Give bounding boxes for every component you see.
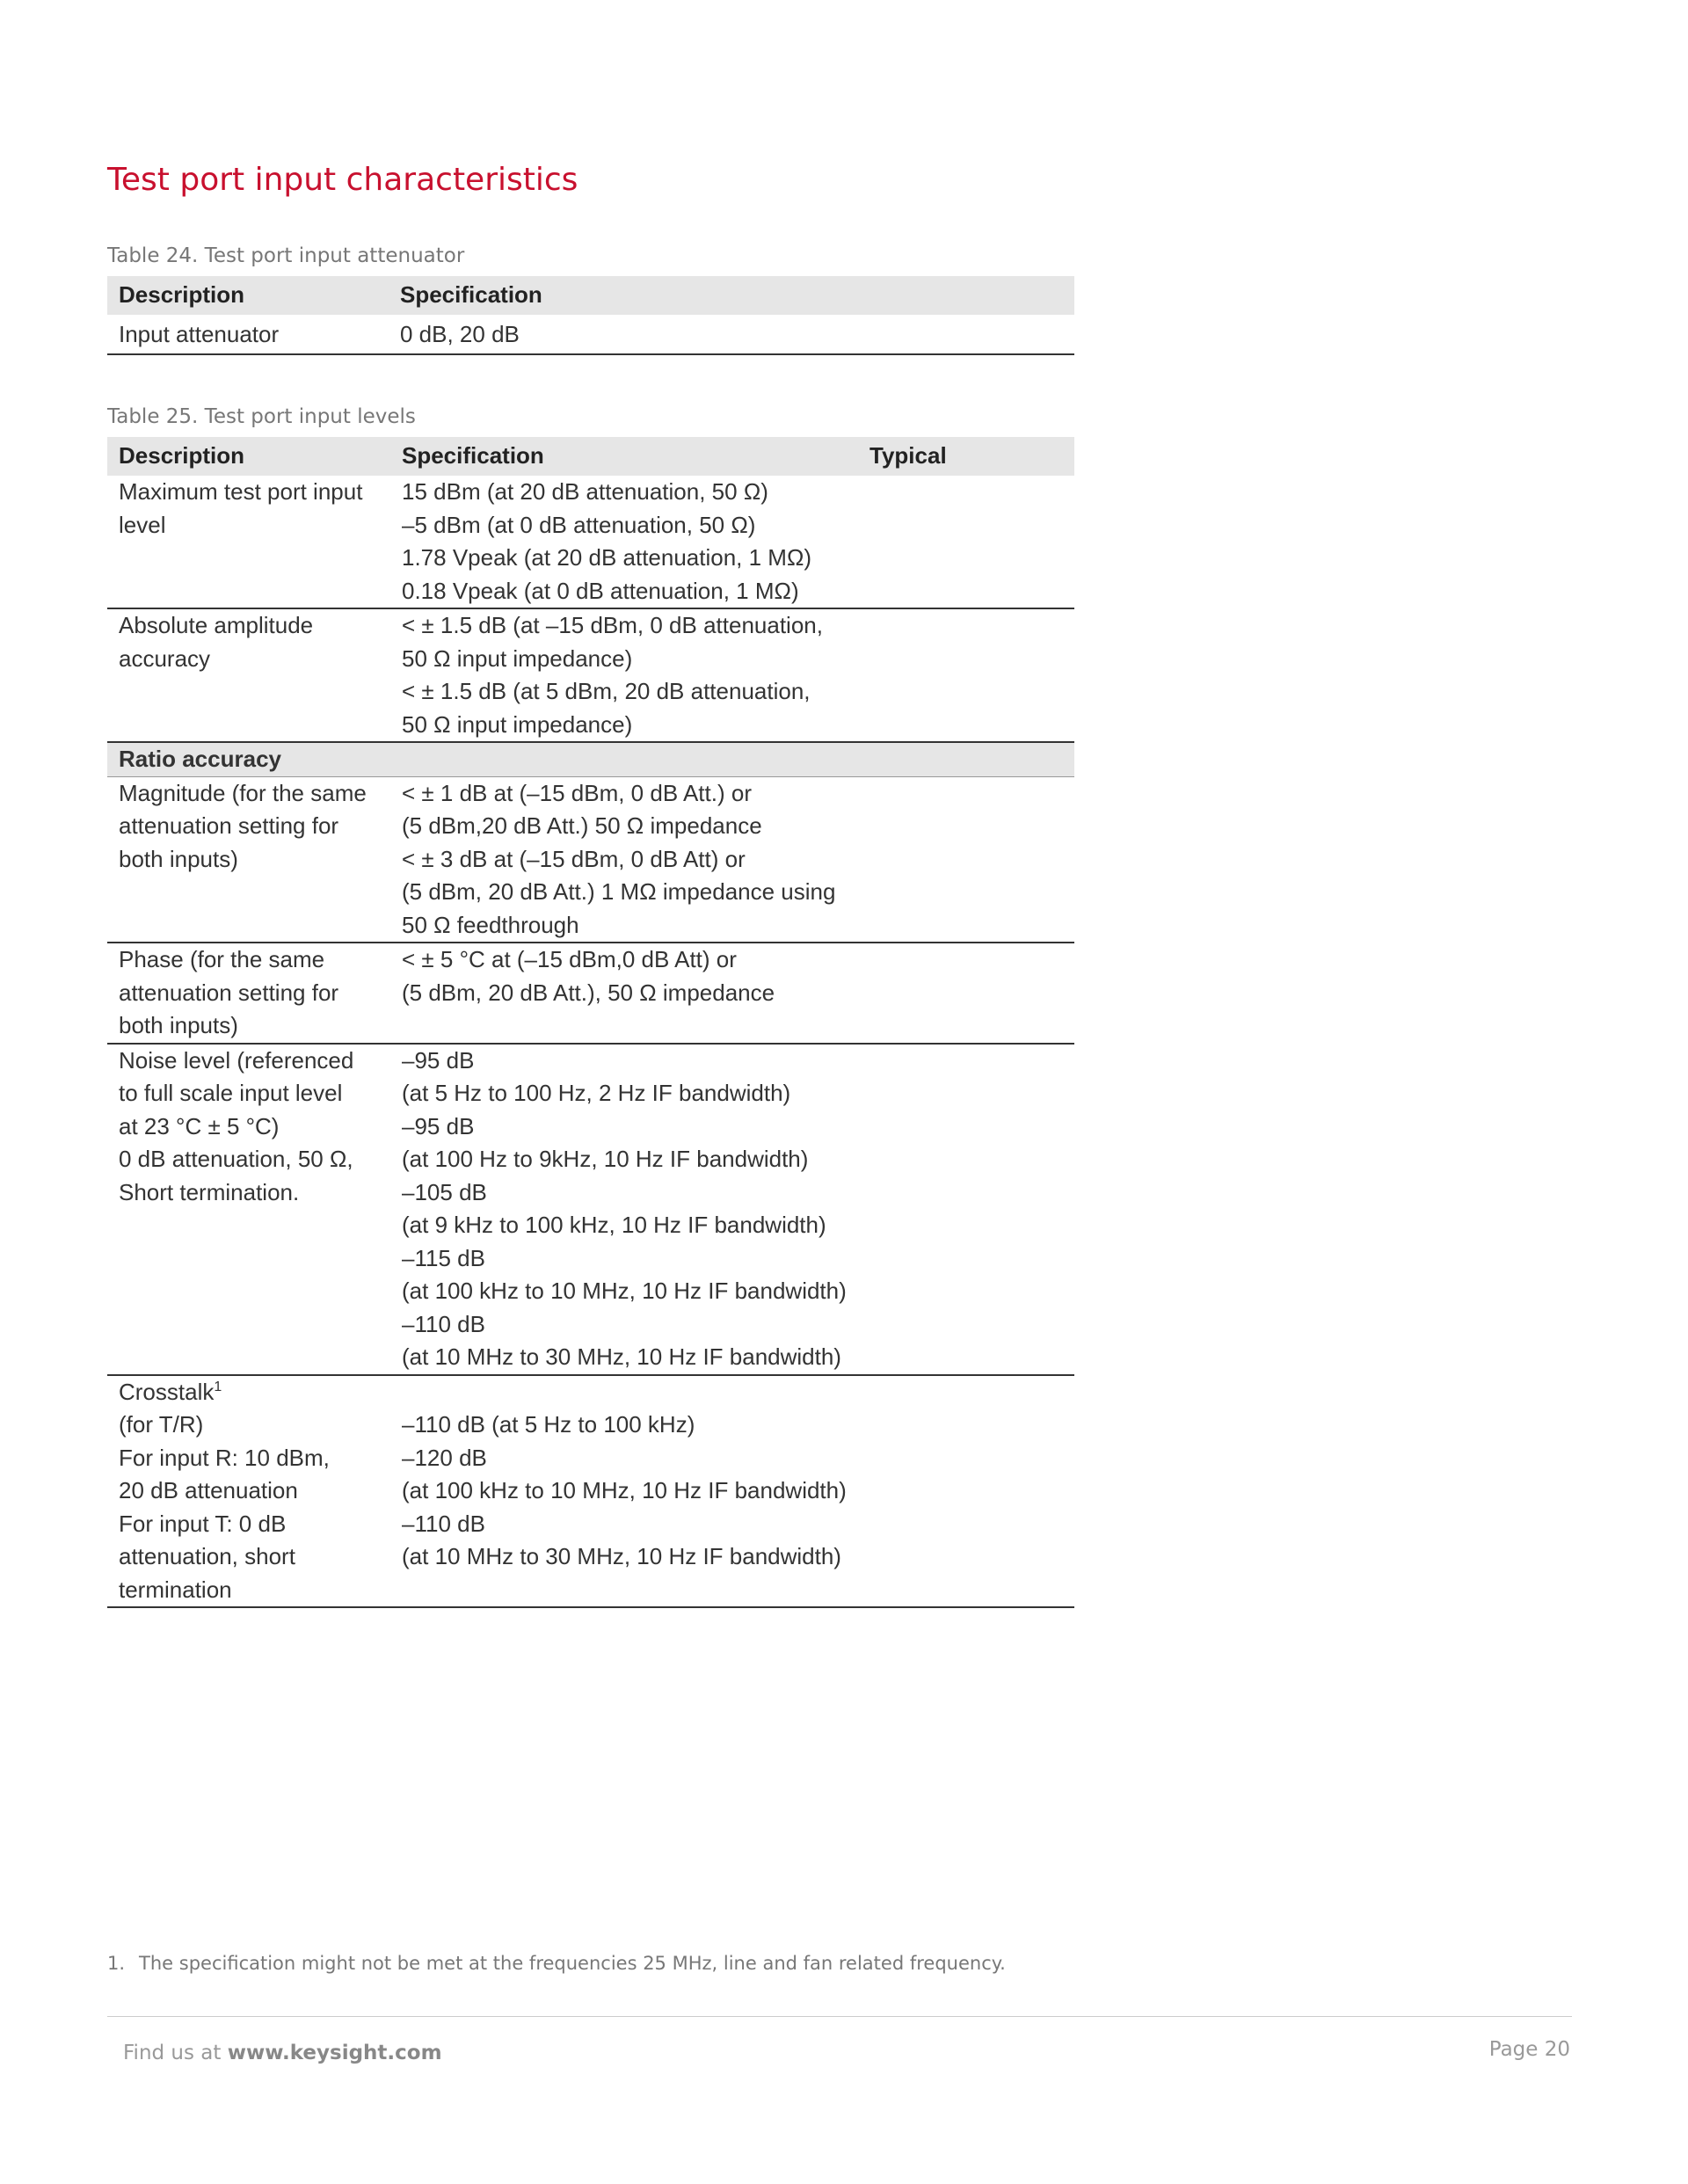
cell-line: (5 dBm, 20 dB Att.), 50 Ω impedance	[402, 979, 775, 1006]
cell-line: < ± 5 °C at (–15 dBm,0 dB Att) or	[402, 946, 737, 972]
cell-description	[107, 776, 390, 943]
cell-line: both inputs)	[119, 1012, 238, 1038]
cell-line: level	[119, 511, 166, 538]
table-row	[107, 1375, 1074, 1608]
footnote-number: 1.	[107, 1953, 126, 1974]
cell-typical	[858, 608, 1074, 742]
cell-specification: 0 dB, 20 dB	[389, 315, 1074, 354]
cell-line: –5 dBm (at 0 dB attenuation, 50 Ω)	[402, 511, 756, 538]
cell-line: 15 dBm (at 20 dB attenuation, 50 Ω)	[402, 478, 768, 505]
cell-line: –110 dB	[402, 1310, 485, 1337]
page-number: Page 20	[1488, 2038, 1570, 2061]
cell-line: attenuation setting for	[119, 812, 339, 839]
table-row	[107, 943, 1074, 1044]
cell-line: attenuation setting for	[119, 979, 339, 1006]
cell-description	[107, 943, 390, 1044]
cell-line: < ± 1 dB at (–15 dBm, 0 dB Att.) or	[402, 779, 752, 806]
footnote-text: The specification might not be met at the frequencies 25 MHz, line and fan related frequency.	[139, 1953, 1006, 1974]
cell-line: –115 dB	[402, 1244, 485, 1271]
cell-line: Phase (for the same	[119, 946, 325, 972]
cell-line: both inputs)	[119, 845, 238, 872]
cell-line: (5 dBm,20 dB Att.) 50 Ω impedance	[402, 812, 762, 839]
cell-line: (at 5 Hz to 100 Hz, 2 Hz IF bandwidth)	[402, 1080, 791, 1106]
cell-line: –95 dB	[402, 1112, 475, 1139]
cell-line: (for T/R)	[119, 1411, 204, 1438]
cell-line: –105 dB	[402, 1178, 487, 1205]
footer-find-us-prefix: Find us at	[123, 2042, 222, 2064]
cell-line: termination	[119, 1576, 232, 1603]
cell-typical	[858, 1375, 1074, 1608]
cell-line: –110 dB (at 5 Hz to 100 kHz)	[402, 1411, 695, 1438]
cell-specification	[390, 776, 858, 943]
table-24-header-specification: Specification	[389, 276, 1074, 315]
cell-line: 0 dB attenuation, 50 Ω,	[119, 1146, 353, 1172]
table-row	[107, 776, 1074, 943]
table-25-caption: Table 25. Test port input levels	[107, 405, 416, 428]
footnote-marker: 1	[214, 1379, 222, 1394]
cell-line: < ± 3 dB at (–15 dBm, 0 dB Att) or	[402, 845, 746, 872]
cell-line: (at 100 kHz to 10 MHz, 10 Hz IF bandwidth)	[402, 1477, 847, 1503]
table-25	[107, 437, 1074, 1608]
footer-find-us	[123, 2042, 442, 2064]
cell-line: 0.18 Vpeak (at 0 dB attenuation, 1 MΩ)	[402, 577, 799, 604]
cell-line: 50 Ω input impedance)	[402, 644, 633, 672]
cell-typical	[858, 476, 1074, 608]
cell-specification	[390, 1044, 858, 1375]
cell-specification	[390, 608, 858, 742]
footer-website-link[interactable]: www.keysight.com	[227, 2042, 442, 2064]
cell-typical	[858, 943, 1074, 1044]
table-25-header-typical: Typical	[858, 437, 1074, 476]
cell-line: (at 100 Hz to 9kHz, 10 Hz IF bandwidth)	[402, 1146, 809, 1172]
cell-line	[402, 1376, 858, 1409]
table-row	[107, 1044, 1074, 1375]
cell-line: (at 10 MHz to 30 MHz, 10 Hz IF bandwidth)	[402, 1343, 841, 1370]
cell-description	[107, 608, 390, 742]
cell-line: Absolute amplitude	[119, 612, 314, 638]
cell-line	[119, 1376, 390, 1409]
cell-specification	[390, 476, 858, 608]
table-row	[107, 476, 1074, 608]
cell-description	[107, 1375, 390, 1608]
cell-specification	[390, 943, 858, 1044]
cell-line: Short termination.	[119, 1178, 300, 1205]
section-title: Test port input characteristics	[107, 162, 578, 198]
cell-line: Noise level (referenced	[119, 1046, 354, 1074]
cell-line: < ± 1.5 dB (at –15 dBm, 0 dB attenuation,	[402, 612, 823, 638]
cell-line: < ± 1.5 dB (at 5 dBm, 20 dB attenuation,	[402, 678, 811, 704]
table-25-header-specification: Specification	[390, 437, 858, 476]
cell-typical	[858, 776, 1074, 943]
cell-line: Magnitude (for the same	[119, 779, 367, 806]
cell-line: For input T: 0 dB	[119, 1510, 287, 1537]
cell-line: (5 dBm, 20 dB Att.) 1 MΩ impedance using	[402, 878, 836, 905]
table-24	[107, 276, 1074, 355]
cell-line: (at 9 kHz to 100 kHz, 10 Hz IF bandwidth)	[402, 1212, 826, 1238]
crosstalk-label: Crosstalk	[119, 1378, 215, 1405]
cell-description: Input attenuator	[107, 315, 389, 354]
cell-line: 50 Ω feedthrough	[402, 911, 579, 938]
cell-typical	[858, 1044, 1074, 1375]
table-section-row	[107, 742, 1074, 776]
table-24-header-description: Description	[107, 276, 389, 315]
footer-divider	[107, 2016, 1572, 2017]
cell-line: –110 dB	[402, 1510, 485, 1537]
cell-line: –120 dB	[402, 1444, 487, 1471]
cell-description	[107, 476, 390, 608]
cell-line: For input R: 10 dBm,	[119, 1444, 330, 1471]
cell-description	[107, 1044, 390, 1375]
section-label: Ratio accuracy	[107, 742, 390, 776]
cell-line: (at 10 MHz to 30 MHz, 10 Hz IF bandwidth)	[402, 1543, 841, 1569]
cell-line: accuracy	[119, 644, 211, 672]
cell-line: 50 Ω input impedance)	[402, 710, 633, 738]
cell-line: Maximum test port input	[119, 478, 363, 505]
section-spacer	[390, 742, 858, 776]
table-row	[107, 315, 1074, 354]
table-24-caption: Table 24. Test port input attenuator	[107, 244, 465, 267]
cell-line: (at 100 kHz to 10 MHz, 10 Hz IF bandwidth)	[402, 1278, 847, 1304]
section-spacer	[858, 742, 1074, 776]
table-25-header-description: Description	[107, 437, 390, 476]
cell-line: –95 dB	[402, 1046, 475, 1074]
table-row	[107, 608, 1074, 742]
cell-line: 20 dB attenuation	[119, 1477, 298, 1503]
cell-line: to full scale input level	[119, 1080, 343, 1106]
cell-specification	[390, 1375, 858, 1608]
footnote	[107, 1953, 1006, 1974]
cell-line: 1.78 Vpeak (at 20 dB attenuation, 1 MΩ)	[402, 544, 812, 571]
cell-line: at 23 °C ± 5 °C)	[119, 1112, 280, 1139]
cell-line: attenuation, short	[119, 1543, 295, 1569]
